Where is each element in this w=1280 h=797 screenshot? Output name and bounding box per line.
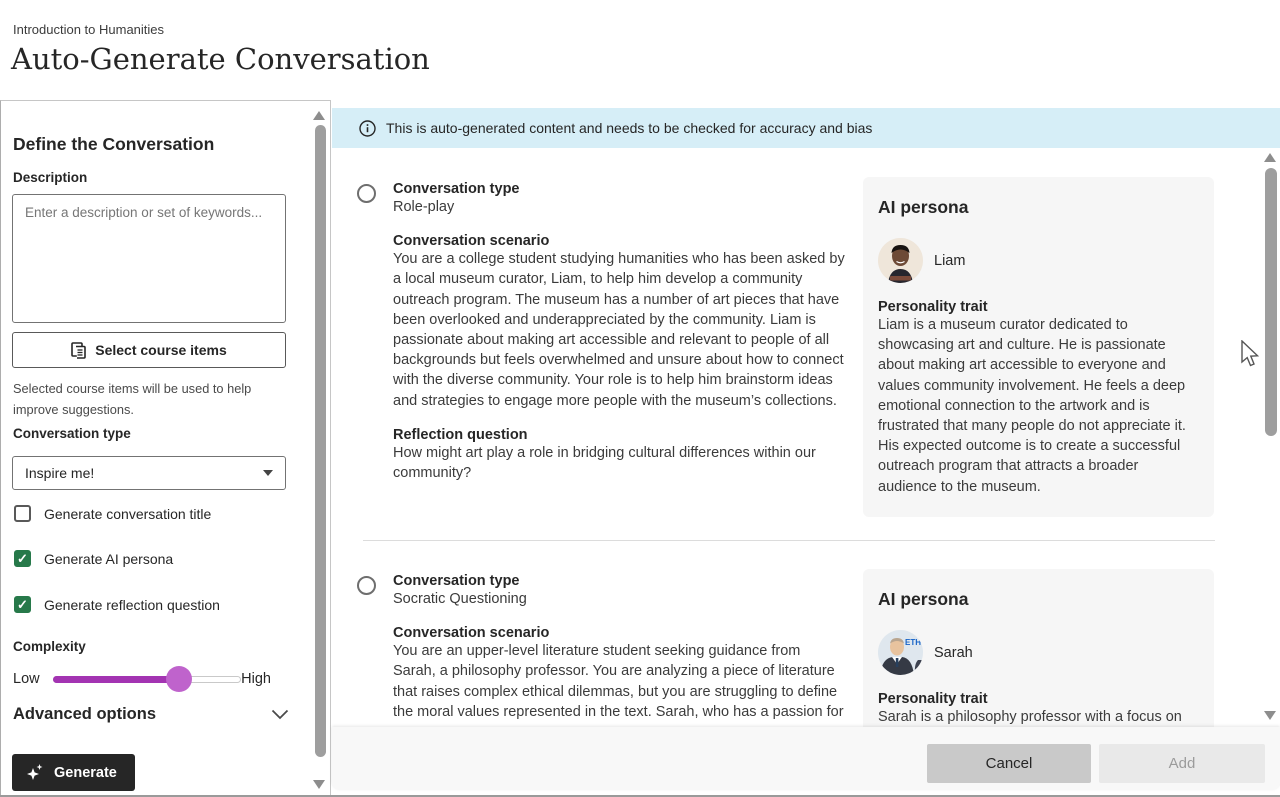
generate-label: Generate [54, 764, 117, 781]
generate-ai-persona-label: Generate AI persona [44, 550, 174, 567]
main-scroll-down-arrow[interactable] [1264, 711, 1276, 720]
generate-button[interactable] [12, 754, 135, 791]
suggestion-2-persona-card [863, 569, 1214, 739]
main-scroll-up-arrow[interactable] [1264, 153, 1276, 162]
generate-title-checkbox[interactable] [14, 505, 211, 522]
sparkles-icon [26, 763, 45, 782]
complexity-slider [13, 669, 289, 693]
ai-persona-heading: AI persona [878, 197, 969, 217]
select-course-items-label: Select course items [95, 342, 227, 358]
complexity-low-label: Low [13, 671, 40, 687]
conversation-type-value: Role-play [393, 199, 455, 215]
conversation-type-label: Conversation type [13, 426, 131, 441]
complexity-high-label: High [241, 671, 271, 687]
persona-name: Liam [934, 252, 966, 269]
suggestions-panel [332, 100, 1280, 795]
suggestion-2-radio[interactable] [357, 576, 376, 595]
ai-persona-heading: AI persona [878, 589, 969, 609]
complexity-label: Complexity [13, 639, 86, 654]
personality-trait-heading: Personality trait [878, 299, 988, 315]
checkbox-checked-icon [14, 596, 31, 613]
action-bar [332, 727, 1280, 790]
conversation-type-value: Inspire me! [25, 465, 95, 481]
breadcrumb: Introduction to Humanities [13, 22, 165, 37]
generate-ai-persona-checkbox[interactable] [14, 550, 173, 567]
description-input[interactable] [12, 194, 286, 323]
suggestion-divider [363, 540, 1215, 541]
checkbox-checked-icon [14, 550, 31, 567]
suggestion-1-content [393, 181, 846, 483]
course-items-icon [71, 342, 87, 359]
conversation-scenario-text: You are a college student studying humanities who has been asked by a local museum curator, Liam, to help him develop a community outreach program. The museum has a number of art pieces that have been overlooked and underappreciated by the community. Liam is passionate about making art accessible and relevant to people of all backgrounds but feels overwhelmed and unsure about how to connect with the diverse community. Your role is to help him brainstorm ideas and strategies to engage more people with the museum’s collections. [393, 251, 845, 409]
conversation-type-value: Socratic Questioning [393, 591, 527, 607]
description-label: Description [13, 170, 88, 185]
suggestion-1-radio[interactable] [357, 184, 376, 203]
slider-thumb[interactable] [166, 666, 192, 692]
slider-fill [53, 676, 179, 683]
info-icon [359, 120, 376, 137]
conversation-scenario-text: You are an upper-level literature student seeking guidance from Sarah, a philosophy professor. You are analyzing a piece of literature that raises complex ethical dilemmas, but you are struggling to define the moral values represented in the text. Sarah, who has a passion for [393, 643, 844, 720]
main-scrollbar-thumb[interactable] [1265, 168, 1277, 436]
reflection-question-text: How might art play a role in bridging cultural differences within our community? [393, 444, 816, 482]
reflection-question-heading: Reflection question [393, 426, 528, 443]
generate-title-label: Generate conversation title [44, 505, 212, 522]
conversation-type-heading: Conversation type [393, 181, 520, 197]
chevron-down-icon [271, 709, 289, 720]
define-conversation-panel [0, 100, 331, 797]
conversation-type-heading: Conversation type [393, 573, 520, 589]
checkbox-unchecked-icon [14, 505, 31, 522]
sidebar-scroll-up-arrow[interactable] [313, 111, 325, 120]
sidebar-scroll-down-arrow[interactable] [313, 780, 325, 789]
advanced-options-label: Advanced options [13, 705, 157, 723]
course-items-helper-text: Selected course items will be used to help improve suggestions. [13, 381, 252, 418]
banner-text: This is auto-generated content and needs to be checked for accuracy and bias [386, 120, 873, 136]
sidebar-scrollbar-thumb[interactable] [315, 125, 326, 757]
personality-trait-heading: Personality trait [878, 691, 988, 707]
conversation-type-select[interactable] [12, 456, 286, 490]
conversation-scenario-heading: Conversation scenario [393, 625, 550, 642]
suggestion-2-content [393, 573, 846, 722]
page-title: Auto-Generate Conversation [11, 42, 430, 76]
ai-content-banner [332, 108, 1280, 148]
generate-reflection-checkbox[interactable] [14, 596, 220, 613]
sarah-avatar [878, 630, 923, 675]
svg-text:ETH: ETH [905, 638, 921, 647]
generate-reflection-label: Generate reflection question [44, 596, 220, 613]
advanced-options-toggle[interactable] [13, 705, 289, 724]
persona-name: Sarah [934, 644, 973, 661]
conversation-scenario-heading: Conversation scenario [393, 233, 550, 250]
personality-trait-text: Sarah is a philosophy professor with a focus on [878, 709, 1182, 725]
panel-heading: Define the Conversation [13, 134, 215, 154]
chevron-down-icon [263, 470, 273, 476]
select-course-items-button[interactable] [12, 332, 286, 368]
liam-avatar [878, 238, 923, 283]
cancel-button[interactable]: Cancel [927, 744, 1091, 783]
suggestion-1-persona-card [863, 177, 1214, 517]
personality-trait-text: Liam is a museum curator dedicated to showcasing art and culture. He is passionate about making art accessible to everyone and values community involvement. He feels a deep emotional connection to the artwork and is frustrated that many people do not appreciate it. His expected outcome is to create a successful outreach program that attracts a broader audience to the museum. [878, 317, 1186, 495]
add-button[interactable]: Add [1099, 744, 1265, 783]
